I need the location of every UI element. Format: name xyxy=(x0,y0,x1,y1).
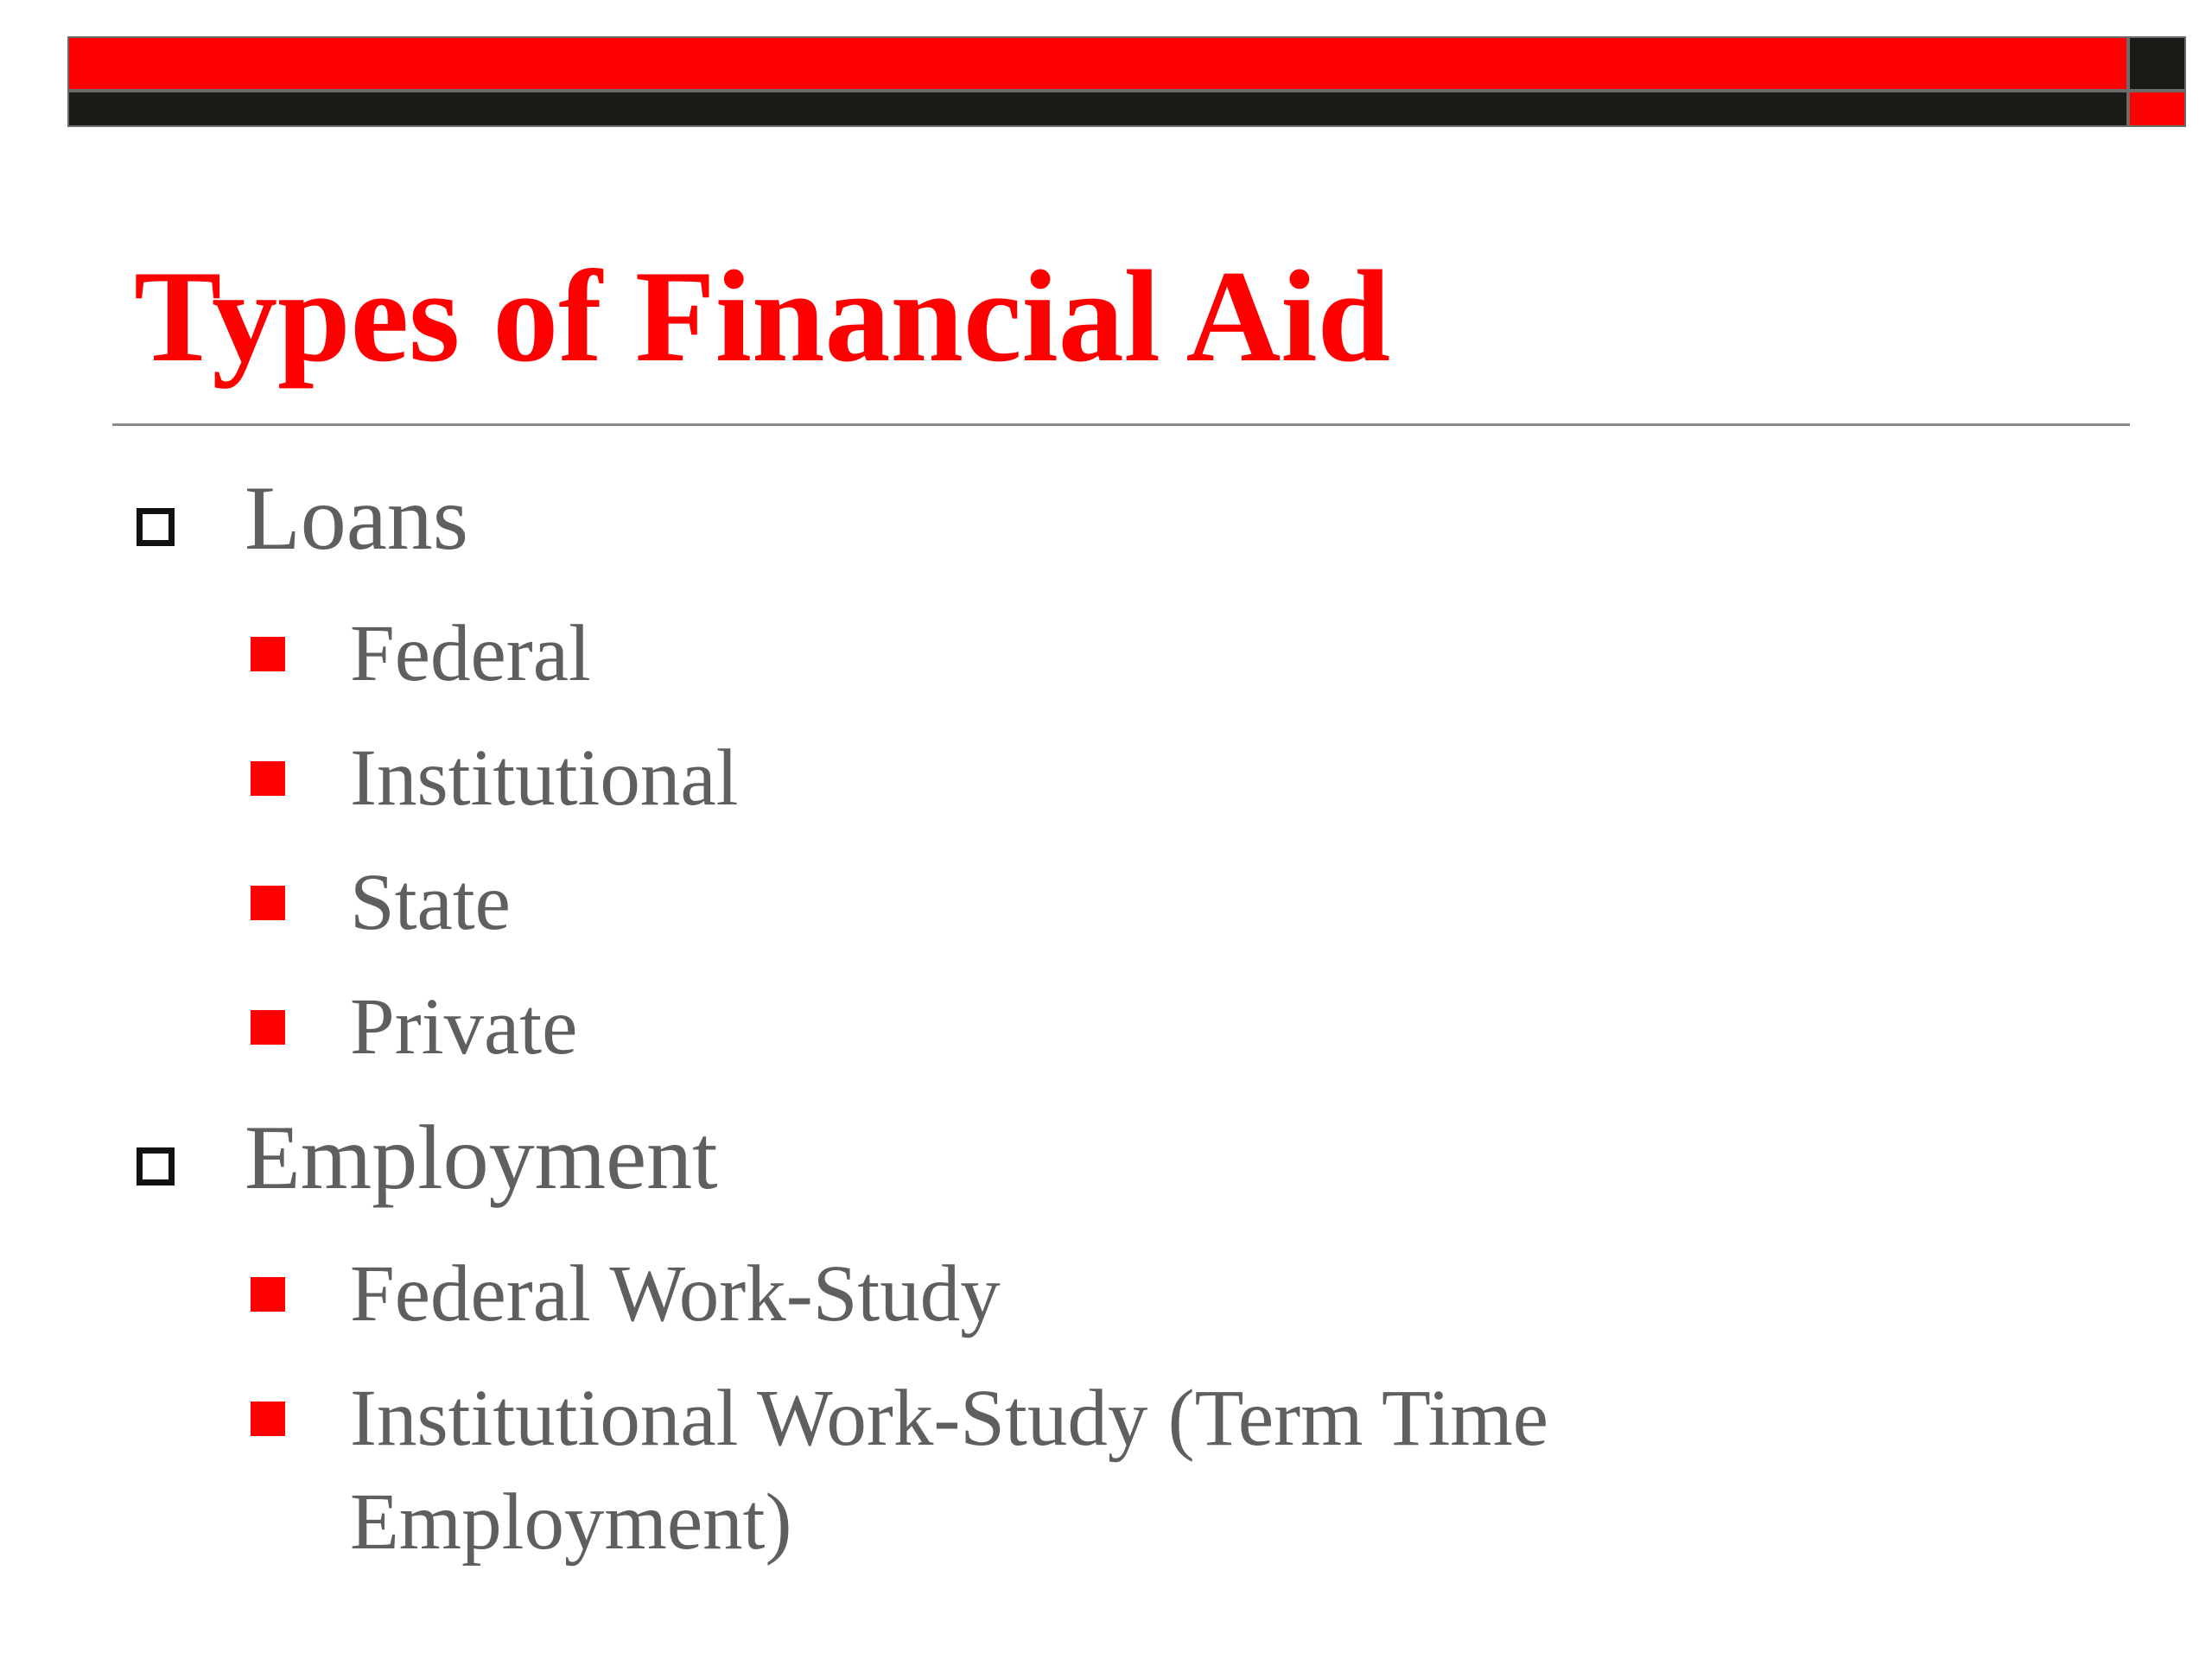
red-square-bullet-icon xyxy=(251,761,285,796)
bullet-label: Employment xyxy=(245,1107,718,1208)
sub-bullet-label: Federal xyxy=(350,609,591,698)
sub-bullet-label: Private xyxy=(350,982,578,1071)
slide-title: Types of Financial Aid xyxy=(134,244,1391,389)
hollow-square-bullet-icon xyxy=(137,508,175,546)
sub-bullet-label: State xyxy=(350,858,511,947)
bullet-label: Loans xyxy=(245,467,469,569)
red-square-bullet-icon xyxy=(251,886,285,920)
sub-bullet-label: Institutional Work-Study (Term Time Employment) xyxy=(350,1374,1549,1567)
red-square-bullet-icon xyxy=(251,1402,285,1436)
red-square-bullet-icon xyxy=(251,1010,285,1045)
sub-bullet-label: Institutional xyxy=(350,734,739,823)
hollow-square-bullet-icon xyxy=(137,1147,175,1185)
red-square-bullet-icon xyxy=(251,1277,285,1312)
red-square-bullet-icon xyxy=(251,637,285,671)
sub-bullet-label: Federal Work-Study xyxy=(350,1249,1001,1338)
